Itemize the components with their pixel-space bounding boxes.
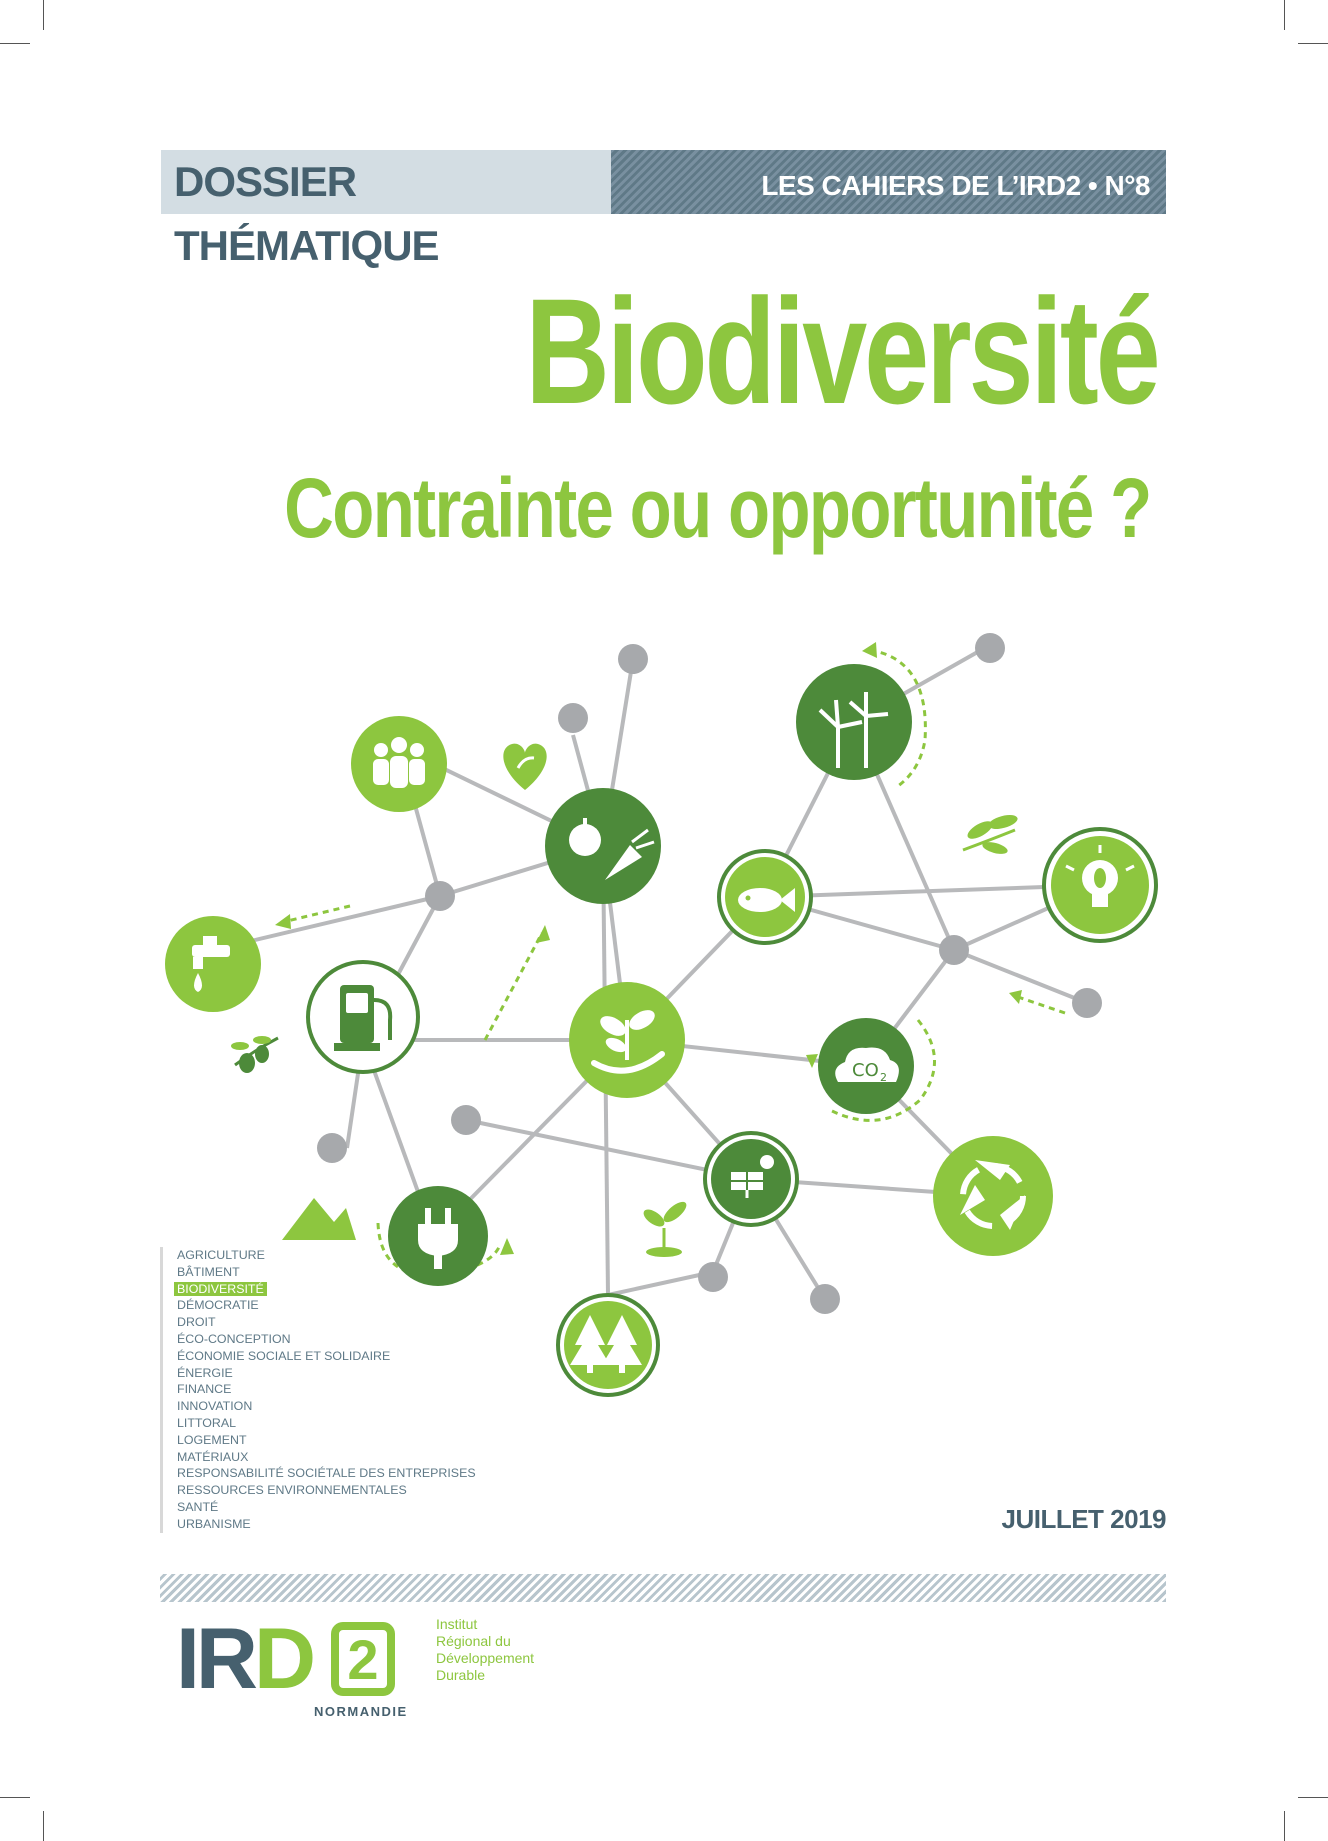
crop-mark bbox=[1284, 1811, 1285, 1841]
crop-mark bbox=[1298, 43, 1328, 44]
lightbulb-icon bbox=[1044, 829, 1156, 941]
co2-subscript: 2 bbox=[880, 1071, 887, 1084]
topic-item: MATÉRIAUX bbox=[177, 1449, 249, 1464]
logo-letters bbox=[176, 1611, 313, 1707]
crop-mark bbox=[43, 0, 44, 30]
logo-desc-line: Régional du bbox=[436, 1633, 511, 1649]
seedling-icon bbox=[641, 1198, 690, 1257]
topic-item: AGRICULTURE bbox=[177, 1248, 265, 1262]
topic-item: ÉNERGIE bbox=[177, 1365, 233, 1380]
wind-turbine-icon bbox=[796, 664, 912, 780]
page-title: Biodiversité bbox=[525, 267, 1158, 435]
crop-mark bbox=[43, 1811, 44, 1841]
series-label: LES CAHIERS DE L’IRD2 • N°8 bbox=[611, 150, 1166, 214]
logo-description bbox=[436, 1616, 576, 1684]
topic-item: ÉCO-CONCEPTION bbox=[177, 1331, 291, 1346]
crop-mark bbox=[0, 1797, 30, 1798]
co2-cloud-icon bbox=[818, 1018, 914, 1114]
topic-item: INNOVATION bbox=[177, 1399, 253, 1414]
logo-letters-text: IRD bbox=[176, 1611, 313, 1707]
fuel-pump-icon bbox=[308, 962, 418, 1072]
topic-item: BIODIVERSITÉ bbox=[177, 1281, 497, 1298]
header-bar bbox=[161, 150, 1166, 269]
people-icon bbox=[351, 716, 447, 812]
leaves-sprig-icon bbox=[963, 812, 1019, 856]
page-subtitle: Contrainte ou opportunité ? bbox=[283, 461, 1150, 555]
publication-date: JUILLET 2019 bbox=[1001, 1504, 1166, 1534]
logo-region: NORMANDIE bbox=[314, 1704, 408, 1719]
topic-item: DROIT bbox=[177, 1315, 216, 1330]
topic-item: RESSOURCES ENVIRONNEMENTALES bbox=[177, 1483, 407, 1498]
water-tap-icon bbox=[165, 916, 261, 1012]
logo-desc-line: Développement bbox=[436, 1650, 535, 1666]
topic-item: FINANCE bbox=[177, 1382, 232, 1397]
recycle-icon bbox=[933, 1136, 1053, 1256]
topic-item: RESPONSABILITÉ SOCIÉTALE DES ENTREPRISES bbox=[177, 1466, 476, 1481]
dossier-label: DOSSIER THÉMATIQUE bbox=[161, 150, 611, 214]
logo-number: 2 bbox=[331, 1622, 395, 1696]
topic-item: BÂTIMENT bbox=[177, 1264, 240, 1279]
topics-list bbox=[160, 1247, 497, 1533]
co2-label: CO bbox=[852, 1060, 879, 1081]
topic-item: DÉMOCRATIE bbox=[177, 1298, 259, 1313]
logo-desc-line: Institut bbox=[436, 1616, 478, 1632]
logo-desc-line: Durable bbox=[436, 1667, 486, 1683]
fish-icon bbox=[719, 851, 811, 943]
topic-item: SANTÉ bbox=[177, 1499, 219, 1514]
topic-item: LITTORAL bbox=[177, 1415, 236, 1430]
footer-stripe bbox=[160, 1574, 1166, 1602]
crop-mark bbox=[0, 43, 30, 44]
topic-item: LOGEMENT bbox=[177, 1432, 247, 1447]
fruit-vegetable-icon bbox=[545, 788, 661, 904]
topic-item: ÉCONOMIE SOCIALE ET SOLIDAIRE bbox=[177, 1348, 391, 1363]
crop-mark bbox=[1284, 0, 1285, 30]
topic-item: URBANISME bbox=[177, 1516, 251, 1531]
heart-leaf-icon bbox=[503, 744, 546, 790]
olive-branch-icon bbox=[231, 1036, 278, 1073]
solar-panel-icon bbox=[705, 1133, 797, 1225]
plant-in-hand-icon bbox=[569, 982, 685, 1098]
mountains-icon bbox=[282, 1198, 356, 1240]
crop-mark bbox=[1298, 1797, 1328, 1798]
trees-icon bbox=[558, 1295, 658, 1395]
